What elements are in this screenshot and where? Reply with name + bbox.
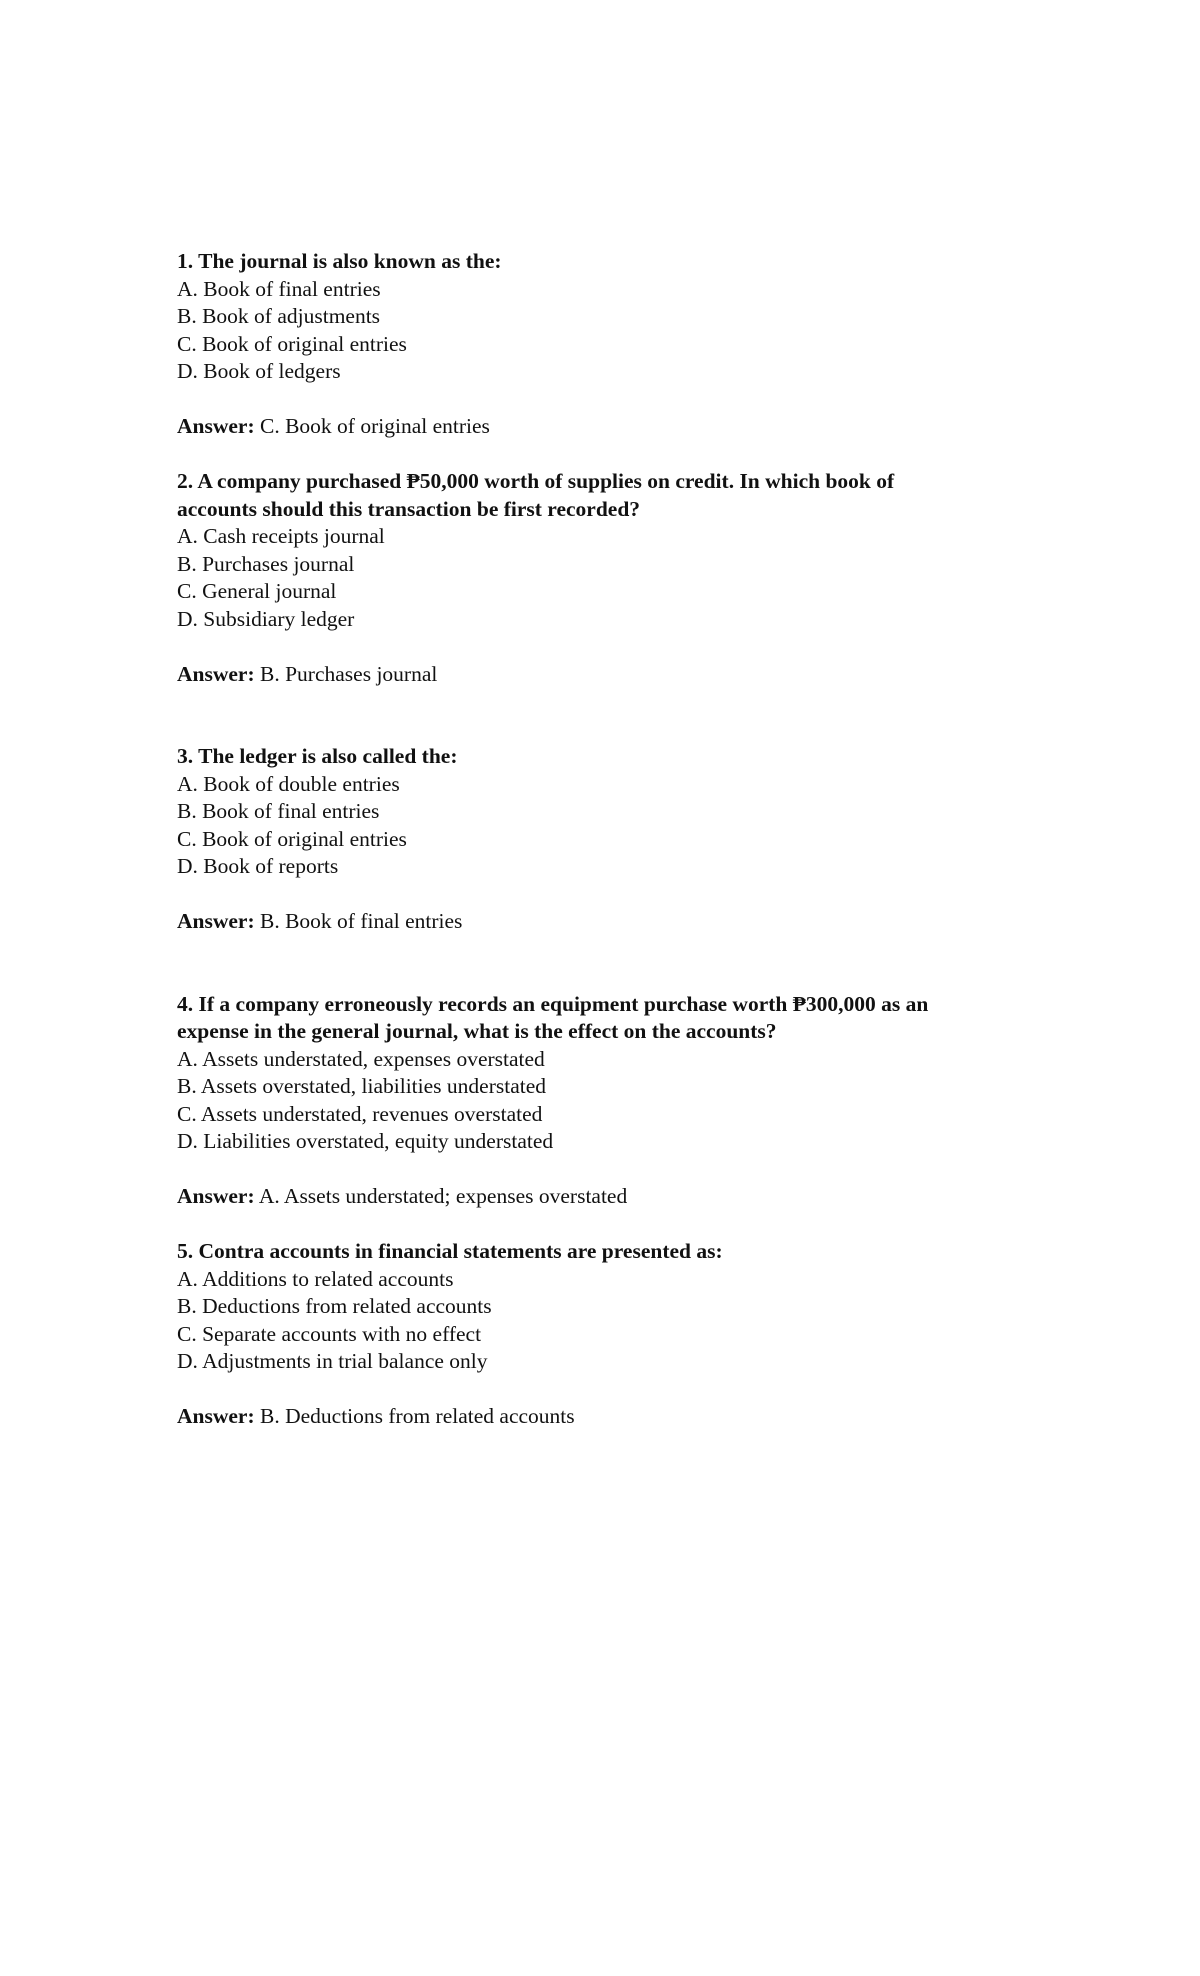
option-d: D. Subsidiary ledger [177, 606, 355, 631]
option-d: D. Liabilities overstated, equity understated [177, 1129, 554, 1153]
question-block-3 [177, 743, 1037, 936]
option-a: A. Book of final entries [177, 276, 381, 301]
option-d: D. Book of reports [177, 854, 339, 878]
option-d: D. Adjustments in trial balance only [177, 1349, 488, 1373]
answer-label: Answer: [177, 1404, 255, 1428]
option-d: D. Book of ledgers [177, 359, 341, 383]
answer-label: Answer: [177, 1184, 255, 1208]
answer-line [177, 661, 1037, 689]
question-text-line-1: 2. A company purchased ₱50,000 worth of supplies on credit. In which book of [177, 469, 895, 493]
question-text-line-2: accounts should this transaction be first recorded? [177, 496, 641, 521]
answer-label: Answer: [177, 661, 255, 686]
answer-line [177, 908, 1037, 936]
answer-text: A. Assets understated; expenses overstated [258, 1184, 628, 1208]
answer-line [177, 1183, 1037, 1211]
document-page [177, 248, 1037, 1431]
question-block-2 [177, 468, 1037, 688]
option-c: C. Book of original entries [177, 331, 407, 356]
question-text-line-1: 4. If a company erroneously records an equipment purchase worth ₱300,000 as an [177, 991, 929, 1016]
answer-label: Answer: [177, 414, 255, 438]
answer-line [177, 1403, 1037, 1431]
answer-text: C. Book of original entries [260, 414, 490, 438]
option-c: C. Separate accounts with no effect [177, 1321, 482, 1346]
answer-text: B. Deductions from related accounts [260, 1404, 575, 1428]
question-text: 5. Contra accounts in financial statements are presented as: [177, 1239, 723, 1263]
answer-line [177, 413, 1037, 441]
question-text-line-2: expense in the general journal, what is the effect on the accounts? [177, 1019, 777, 1043]
option-c: C. Book of original entries [177, 826, 407, 851]
option-b: B. Book of adjustments [177, 304, 381, 328]
option-a: A. Book of double entries [177, 771, 400, 796]
option-b: B. Assets overstated, liabilities understated [177, 1074, 547, 1098]
option-b: B. Book of final entries [177, 799, 380, 823]
question-text: 1. The journal is also known as the: [177, 249, 502, 273]
question-text: 3. The ledger is also called the: [177, 744, 458, 768]
option-b: B. Deductions from related accounts [177, 1294, 492, 1318]
answer-label: Answer: [177, 909, 255, 933]
option-a: A. Assets understated, expenses overstated [177, 1046, 545, 1071]
option-a: A. Additions to related accounts [177, 1266, 454, 1291]
option-b: B. Purchases journal [177, 551, 355, 576]
answer-text: B. Purchases journal [260, 661, 438, 686]
question-block-4 [177, 991, 1037, 1211]
question-block-5 [177, 1238, 1037, 1431]
answer-text: B. Book of final entries [260, 909, 463, 933]
option-c: C. Assets understated, revenues overstated [177, 1101, 543, 1126]
option-c: C. General journal [177, 579, 337, 603]
question-block-1 [177, 248, 1037, 441]
option-a: A. Cash receipts journal [177, 524, 385, 548]
